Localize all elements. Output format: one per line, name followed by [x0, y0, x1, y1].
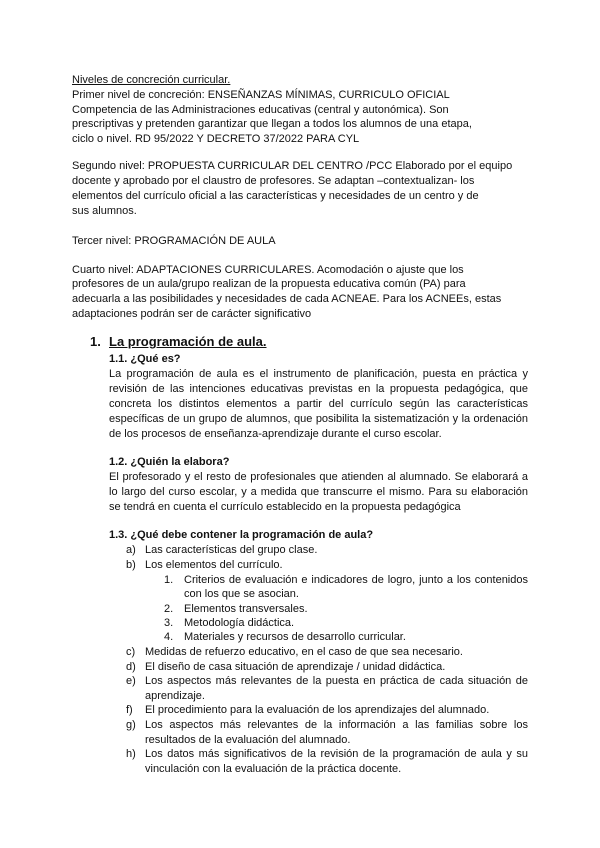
list-marker: h): [126, 748, 136, 760]
list-marker: b): [126, 559, 136, 571]
s12-heading: 1.2. ¿Quién la elabora?: [109, 456, 230, 468]
list-item: vinculación con la evaluación de la práctica docente.: [145, 763, 402, 775]
nivel2-line: Segundo nivel: PROPUESTA CURRICULAR DEL CENTRO /PCC Elaborado por el equipo: [72, 160, 513, 172]
sublist-item: Materiales y recursos de desarrollo curricular.: [184, 631, 406, 643]
s11-line: específicas de un grupo de alumnos, que posibilita la sistematización y la ordenación: [109, 413, 528, 425]
nivel4-line: adecuarla a las posibilidades y necesidades de cada ACNEAE. Para los ACNEEs, estas: [72, 293, 502, 305]
list-marker: c): [126, 646, 136, 658]
nivel2-line: elementos del currículo oficial a las características y necesidades de un centro y de: [72, 190, 479, 202]
s11-heading: 1.1. ¿Qué es?: [109, 353, 181, 365]
list-marker: e): [126, 675, 136, 687]
list-marker: f): [126, 704, 133, 716]
s11-line: de los procesos de enseñanza-aprendizaje durante el curso escolar.: [109, 428, 442, 440]
sublist-marker: 2.: [164, 603, 174, 615]
sublist-item: Metodología didáctica.: [184, 617, 295, 629]
s12-line: El profesorado y el resto de profesionales que atienden al alumnado. Se elaborará a: [109, 471, 528, 483]
nivel4-line: Cuarto nivel: ADAPTACIONES CURRICULARES. Acomodación o ajuste que los: [72, 264, 464, 276]
list-item: Las características del grupo clase.: [145, 544, 318, 556]
nivel2-line: sus alumnos.: [72, 205, 137, 217]
list-item: El procedimiento para la evaluación de los aprendizajes del alumnado.: [145, 704, 490, 716]
intro-title: Niveles de concreción curricular.: [72, 74, 231, 86]
list-marker: a): [126, 544, 136, 556]
list-item: El diseño de casa situación de aprendizaje / unidad didáctica.: [145, 661, 446, 673]
s13-heading: 1.3. ¿Qué debe contener la programación de aula?: [109, 529, 374, 541]
list-item: Los elementos del currículo.: [145, 559, 283, 571]
nivel1-line: ciclo o nivel. RD 95/2022 Y DECRETO 37/2022 PARA CYL: [72, 133, 360, 145]
sublist-marker: 4.: [164, 631, 174, 643]
nivel3-line: Tercer nivel: PROGRAMACIÓN DE AULA: [72, 235, 276, 247]
list-item: aprendizaje.: [145, 690, 205, 702]
list-item: Medidas de refuerzo educativo, en el caso de que sea necesario.: [145, 646, 463, 658]
sublist-marker: 1.: [164, 574, 174, 586]
list-item: Los aspectos más relevantes de la puesta en práctica de cada situación de: [145, 675, 528, 687]
sublist-item: Criterios de evaluación e indicadores de logro, junto a los contenidos: [184, 574, 528, 586]
section1-number: 1.: [90, 334, 101, 349]
nivel2-line: docente y aprobado por el claustro de profesores. Se adaptan –contextualizan- los: [72, 175, 475, 187]
list-item: Los datos más significativos de la revisión de la programación de aula y su: [145, 748, 528, 760]
s12-line: se tendrá en cuenta el currículo establecido en la propuesta pedagógica: [109, 501, 461, 513]
nivel4-line: profesores de un aula/grupo realizan de la propuesta educativa común (PA) para: [72, 278, 466, 290]
list-item: resultados de la evaluación del alumnado.: [145, 734, 351, 746]
nivel1-line: Primer nivel de concreción: ENSEÑANZAS MÍNIMAS, CURRICULO OFICIAL: [72, 89, 450, 101]
s11-line: revisión de las intenciones educativas previstas en la propuesta pedagógica, que: [109, 383, 528, 395]
list-marker: g): [126, 719, 136, 731]
section1-title: La programación de aula.: [109, 334, 267, 349]
sublist-item: con los que se asocian.: [184, 588, 299, 600]
nivel1-line: prescriptivas y pretenden garantizar que llegan a todos los alumnos de una etapa,: [72, 118, 472, 130]
s11-line: La programación de aula es el instrumento de planificación, puesta en práctica y: [109, 368, 528, 380]
list-marker: d): [126, 661, 136, 673]
s12-line: lo largo del curso escolar, y a medida que transcurre el mismo. Para su elaboración: [109, 486, 528, 498]
sublist-item: Elementos transversales.: [184, 603, 308, 615]
list-item: Los aspectos más relevantes de la información a las familias sobre los: [145, 719, 528, 731]
nivel4-line: adaptaciones podrán ser de carácter significativo: [72, 308, 312, 320]
sublist-marker: 3.: [164, 617, 174, 629]
nivel1-line: Competencia de las Administraciones educativas (central y autonómica). Son: [72, 104, 449, 116]
s11-line: concreta los distintos elementos a partir del currículo según las características: [109, 398, 528, 410]
